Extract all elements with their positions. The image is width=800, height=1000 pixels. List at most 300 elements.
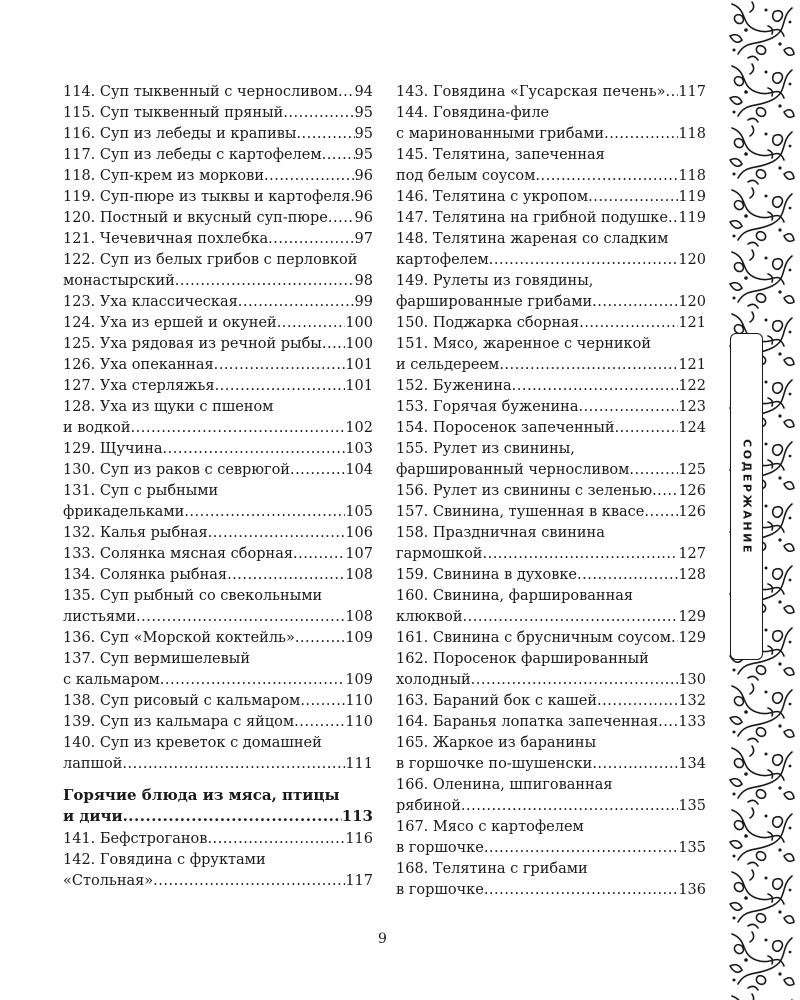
toc-entry-line (396, 838, 706, 859)
toc-entry[interactable] (63, 565, 373, 586)
toc-entry[interactable] (396, 859, 706, 901)
toc-dot-leader (579, 313, 678, 334)
toc-entry-title: и сельдереем (396, 357, 500, 373)
toc-entry-title: 145. Телятина, запеченная (396, 147, 605, 163)
toc-page-number: 96 (354, 168, 373, 184)
toc-column-left (63, 82, 373, 892)
toc-page-number: 99 (354, 294, 373, 310)
toc-dot-leader (208, 523, 346, 544)
toc-dot-leader (461, 796, 678, 817)
toc-dot-leader (577, 565, 678, 586)
toc-dot-leader (652, 481, 678, 502)
toc-entry-title: 168. Телятина с грибами (396, 861, 588, 877)
toc-entry-title: 135. Суп рыбный со свекольными (63, 588, 323, 604)
toc-entry[interactable] (63, 376, 373, 397)
toc-dot-leader (136, 607, 345, 628)
toc-entry-line (63, 397, 373, 418)
toc-entry-line (63, 292, 373, 313)
toc-dot-leader (668, 208, 678, 229)
toc-entry-title: 124. Уха из ершей и окуней (63, 315, 277, 331)
toc-entry-line (396, 523, 706, 544)
toc-dot-leader (122, 754, 345, 775)
toc-dot-leader (512, 376, 679, 397)
toc-entry-title: 118. Суп-крем из моркови (63, 168, 264, 184)
toc-entry-line (63, 334, 373, 355)
toc-entry[interactable] (396, 418, 706, 439)
toc-entry[interactable] (63, 523, 373, 544)
toc-entry[interactable] (396, 649, 706, 691)
toc-entry-line (396, 292, 706, 313)
toc-dot-leader (484, 880, 678, 901)
toc-entry-title: 166. Оленина, шпигованная (396, 777, 613, 793)
toc-entry-title: 147. Телятина на грибной подушке (396, 210, 668, 226)
toc-entry-line (63, 628, 373, 649)
toc-dot-leader (322, 334, 345, 355)
toc-entry[interactable] (396, 334, 706, 376)
toc-entry-title: 130. Суп из раков с севрюгой (63, 462, 290, 478)
toc-dot-leader (131, 418, 346, 439)
toc-entry-line (63, 712, 373, 733)
toc-entry-line (396, 565, 706, 586)
toc-entry-title: 125. Уха рядовая из речной рыбы (63, 336, 322, 352)
toc-dot-leader (290, 460, 345, 481)
toc-entry[interactable] (396, 145, 706, 187)
toc-entry[interactable] (396, 523, 706, 565)
toc-entry-line (396, 124, 706, 145)
toc-entry[interactable] (63, 313, 373, 334)
toc-page-number: 96 (354, 210, 373, 226)
toc-entry[interactable] (396, 733, 706, 775)
toc-entry[interactable] (63, 397, 373, 439)
toc-entry-line (63, 271, 373, 292)
toc-entry[interactable] (63, 292, 373, 313)
toc-entry-title: листьями (63, 609, 137, 625)
toc-dot-leader (604, 124, 678, 145)
toc-entry-line (63, 460, 373, 481)
toc-entry[interactable] (396, 712, 706, 733)
toc-page-number: 120 (678, 294, 706, 310)
toc-entry-line (63, 850, 373, 871)
toc-page-number: 103 (345, 441, 373, 457)
toc-entry-title: гармошкой (396, 546, 483, 562)
toc-entry-title: монастырский (63, 273, 175, 289)
toc-entry-line (396, 775, 706, 796)
toc-page-number: 129 (678, 630, 706, 646)
toc-entry[interactable] (396, 271, 706, 313)
toc-entry-title: 154. Поросенок запеченный (396, 420, 615, 436)
toc-entry-title: 142. Говядина с фруктами (63, 852, 266, 868)
toc-entry-line (63, 250, 373, 271)
toc-entry[interactable] (63, 334, 373, 355)
toc-entry-line (396, 691, 706, 712)
toc-entry-title: 136. Суп «Морской коктейль» (63, 630, 295, 646)
toc-dot-leader (163, 439, 346, 460)
toc-entry-line (63, 103, 373, 124)
toc-entry-title: 141. Бефстроганов (63, 831, 208, 847)
toc-entry-line (396, 397, 706, 418)
toc-entry-title: 157. Свинина, тушенная в квасе (396, 504, 645, 520)
toc-entry[interactable] (396, 229, 706, 271)
toc-entry-title: 149. Рулеты из говядины, (396, 273, 594, 289)
toc-dot-leader (207, 829, 345, 850)
page-number: 9 (378, 931, 387, 947)
toc-page-number: 126 (678, 504, 706, 520)
toc-entry-title: 152. Буженина (396, 378, 512, 394)
toc-entry-line (396, 880, 706, 901)
toc-page-number: 108 (345, 609, 373, 625)
toc-entry[interactable] (63, 439, 373, 460)
toc-dot-leader (214, 355, 346, 376)
toc-entry-line (396, 796, 706, 817)
toc-entry-title: и водкой (63, 420, 131, 436)
toc-entry-title: 151. Мясо, жаренное с черникой (396, 336, 652, 352)
toc-section-heading[interactable] (63, 785, 373, 827)
toc-dot-leader (296, 124, 354, 145)
toc-entry-title: в горшочке (396, 840, 484, 856)
toc-entry-title: фрикадельками (63, 504, 185, 520)
toc-page-number: 95 (354, 105, 373, 121)
toc-entry-title: 133. Солянка мясная сборная (63, 546, 293, 562)
toc-entry[interactable] (396, 565, 706, 586)
toc-entry[interactable] (396, 439, 706, 481)
toc-page-number: 130 (678, 672, 706, 688)
toc-dot-leader (484, 838, 678, 859)
toc-entry-line (396, 544, 706, 565)
toc-entry-title: 121. Чечевичная похлебка (63, 231, 269, 247)
toc-dot-leader (215, 376, 346, 397)
toc-entry[interactable] (63, 733, 373, 775)
toc-page-number: 108 (345, 567, 373, 583)
toc-entry[interactable] (396, 103, 706, 145)
toc-dot-leader (322, 145, 355, 166)
toc-entry-line (396, 817, 706, 838)
toc-entry-line (63, 208, 373, 229)
toc-page-number: 101 (345, 357, 373, 373)
toc-entry-line (396, 712, 706, 733)
toc-entry-title: 164. Баранья лопатка запеченная (396, 714, 659, 730)
toc-entry-line (63, 124, 373, 145)
toc-page-number: 121 (678, 315, 706, 331)
toc-page-number: 119 (678, 189, 706, 205)
toc-dot-leader (227, 565, 345, 586)
toc-entry-title: 117. Суп из лебеды с картофелем (63, 147, 322, 163)
toc-entry[interactable] (63, 229, 373, 250)
toc-entry[interactable] (396, 691, 706, 712)
toc-entry-line (396, 502, 706, 523)
toc-entry[interactable] (63, 544, 373, 565)
toc-entry[interactable] (63, 628, 373, 649)
toc-entry-title: 128. Уха из щуки с пшеном (63, 399, 274, 415)
toc-dot-leader (160, 670, 346, 691)
toc-entry[interactable] (396, 775, 706, 817)
toc-entry-line (396, 271, 706, 292)
toc-dot-leader (499, 355, 678, 376)
section-tab (730, 333, 763, 660)
toc-page-number: 105 (345, 504, 373, 520)
toc-page-number: 109 (345, 672, 373, 688)
toc-entry-line (396, 187, 706, 208)
toc-entry-line (63, 187, 373, 208)
toc-dot-leader (482, 544, 678, 565)
toc-entry[interactable] (396, 481, 706, 502)
toc-dot-leader (184, 502, 345, 523)
toc-entry-line (396, 334, 706, 355)
toc-entry-line (63, 313, 373, 334)
toc-entry[interactable] (396, 397, 706, 418)
toc-entry[interactable] (396, 313, 706, 334)
toc-entry-title: лапшой (63, 756, 123, 772)
toc-entry-line (396, 439, 706, 460)
toc-entry-line (396, 481, 706, 502)
toc-entry-line (396, 649, 706, 670)
toc-page-number: 109 (345, 630, 373, 646)
toc-entry-line (396, 250, 706, 271)
toc-entry-title: 161. Свинина с брусничным соусом (396, 630, 671, 646)
toc-entry-line (63, 754, 373, 775)
toc-entry[interactable] (63, 103, 373, 124)
toc-page-number: 100 (345, 315, 373, 331)
toc-entry[interactable] (63, 850, 373, 892)
toc-entry-title: 150. Поджарка сборная (396, 315, 580, 331)
toc-entry-title: 134. Солянка рыбная (63, 567, 228, 583)
toc-entry-title: 115. Суп тыквенный пряный (63, 105, 284, 121)
toc-entry-title: 132. Калья рыбная (63, 525, 208, 541)
toc-entry-title: 163. Бараний бок с кашей (396, 693, 598, 709)
toc-entry-line (63, 355, 373, 376)
toc-entry-line (396, 607, 706, 628)
toc-entry-title: 127. Уха стерляжья (63, 378, 215, 394)
toc-dot-leader (471, 670, 679, 691)
toc-page-number: 94 (354, 84, 373, 100)
toc-entry[interactable] (396, 586, 706, 628)
toc-page-number: 127 (678, 546, 706, 562)
toc-entry-title: фаршированный черносливом (396, 462, 630, 478)
toc-entry-title: 162. Поросенок фаршированный (396, 651, 649, 667)
toc-entry[interactable] (63, 250, 373, 292)
toc-page-number: 106 (345, 525, 373, 541)
toc-entry[interactable] (63, 691, 373, 712)
toc-entry[interactable] (396, 208, 706, 229)
toc-page-number: 110 (345, 714, 373, 730)
toc-entry[interactable] (63, 166, 373, 187)
toc-page-number: 113 (341, 807, 373, 825)
toc-entry-line (396, 859, 706, 880)
toc-entry-title: 140. Суп из креветок с домашней (63, 735, 322, 751)
toc-entry-title: холодный (396, 672, 471, 688)
toc-dot-leader (615, 418, 679, 439)
toc-page-number: 134 (678, 756, 706, 772)
toc-dot-leader (578, 397, 678, 418)
toc-dot-leader (671, 628, 678, 649)
toc-dot-leader (489, 250, 679, 271)
toc-entry[interactable] (63, 586, 373, 628)
toc-entry[interactable] (63, 208, 373, 229)
toc-entry-line (63, 523, 373, 544)
toc-page-number: 118 (678, 126, 706, 142)
toc-page-number: 126 (678, 483, 706, 499)
toc-dot-leader (588, 187, 678, 208)
toc-entry-line (63, 439, 373, 460)
toc-entry-title: 165. Жаркое из баранины (396, 735, 597, 751)
toc-dot-leader (268, 229, 354, 250)
toc-dot-leader (293, 544, 345, 565)
toc-entry-line (396, 628, 706, 649)
toc-entry-line (63, 733, 373, 754)
toc-page-number: 128 (678, 567, 706, 583)
toc-dot-leader (123, 806, 342, 827)
toc-dot-leader (463, 607, 679, 628)
toc-entry[interactable] (396, 376, 706, 397)
toc-entry-title: Горячие блюда из мяса, птицы (63, 786, 340, 804)
toc-dot-leader (153, 871, 345, 892)
toc-entry[interactable] (63, 481, 373, 523)
toc-entry-line (396, 103, 706, 124)
toc-entry[interactable] (63, 712, 373, 733)
toc-page-number: 95 (354, 126, 373, 142)
toc-entry-title: 146. Телятина с укропом (396, 189, 589, 205)
toc-entry-title: картофелем (396, 252, 489, 268)
toc-entry-line (396, 670, 706, 691)
toc-entry-line (396, 208, 706, 229)
toc-entry[interactable] (63, 82, 373, 103)
toc-dot-leader (666, 82, 679, 103)
toc-column-right (396, 82, 706, 901)
toc-entry-title: в горшочке (396, 882, 484, 898)
toc-page-number: 96 (354, 189, 373, 205)
toc-dot-leader (535, 166, 678, 187)
toc-entry-title: 114. Суп тыквенный с черносливом (63, 84, 339, 100)
toc-entry-line (396, 355, 706, 376)
toc-page-number: 110 (345, 693, 373, 709)
toc-entry-line (396, 418, 706, 439)
toc-dot-leader (283, 103, 354, 124)
toc-entry[interactable] (396, 817, 706, 859)
toc-entry[interactable] (396, 628, 706, 649)
toc-entry-title: 131. Суп с рыбными (63, 483, 219, 499)
toc-entry-title: 160. Свинина, фаршированная (396, 588, 634, 604)
toc-dot-leader (300, 691, 345, 712)
toc-entry-line (63, 376, 373, 397)
toc-entry-line (63, 586, 373, 607)
toc-entry-title: фаршированные грибами (396, 294, 593, 310)
toc-entry-line (63, 785, 373, 806)
toc-entry-line (63, 806, 373, 827)
toc-entry-title: 129. Щучина (63, 441, 163, 457)
toc-entry-title: 116. Суп из лебеды и крапивы (63, 126, 297, 142)
toc-dot-leader (338, 82, 355, 103)
toc-entry-title: 159. Свинина в духовке (396, 567, 578, 583)
toc-entry-title: 123. Уха классическая (63, 294, 238, 310)
toc-entry-title: 167. Мясо с картофелем (396, 819, 584, 835)
toc-entry[interactable] (63, 649, 373, 691)
toc-page-number: 95 (354, 147, 373, 163)
toc-entry-title: рябиной (396, 798, 461, 814)
toc-page-number: 122 (678, 378, 706, 394)
toc-page-number: 100 (345, 336, 373, 352)
toc-entry-title: под белым соусом (396, 168, 536, 184)
toc-entry-title: 139. Суп из кальмара с яйцом (63, 714, 295, 730)
toc-entry-title: 120. Постный и вкусный суп-пюре (63, 210, 328, 226)
toc-entry-line (63, 229, 373, 250)
section-tab-label: СОДЕРЖАНИЕ (740, 438, 753, 555)
toc-page-number: 120 (678, 252, 706, 268)
toc-entry-title: 155. Рулет из свинины, (396, 441, 575, 457)
toc-entry-title: 153. Горячая буженина (396, 399, 579, 415)
toc-page-number: 133 (678, 714, 706, 730)
toc-entry[interactable] (63, 460, 373, 481)
toc-entry-line (63, 607, 373, 628)
toc-page-number: 98 (354, 273, 373, 289)
toc-dot-leader (597, 691, 678, 712)
toc-entry[interactable] (63, 124, 373, 145)
toc-entry-title: 138. Суп рисовый с кальмаром (63, 693, 301, 709)
toc-entry[interactable] (63, 829, 373, 850)
toc-entry-line (63, 829, 373, 850)
toc-page-number: 132 (678, 693, 706, 709)
toc-page-number: 124 (678, 420, 706, 436)
toc-dot-leader (592, 754, 678, 775)
toc-page-number: 101 (345, 378, 373, 394)
toc-page-number: 102 (345, 420, 373, 436)
toc-page-number: 135 (678, 798, 706, 814)
toc-entry-line (63, 166, 373, 187)
toc-entry-title: 137. Суп вермишелевый (63, 651, 250, 667)
toc-entry-line (396, 145, 706, 166)
toc-entry-title: клюквой (396, 609, 463, 625)
toc-entry-title: с кальмаром (63, 672, 160, 688)
toc-dot-leader (238, 292, 355, 313)
toc-entry-line (63, 481, 373, 502)
toc-entry-title: 143. Говядина «Гусарская печень» (396, 84, 666, 100)
toc-entry-line (396, 586, 706, 607)
toc-entry-line (396, 376, 706, 397)
toc-entry-title: и дичи (63, 807, 123, 825)
toc-dot-leader (277, 313, 346, 334)
toc-entry-title: 148. Телятина жареная со сладким (396, 231, 669, 247)
toc-entry-line (396, 460, 706, 481)
toc-entry-line (63, 145, 373, 166)
toc-entry-line (63, 871, 373, 892)
toc-entry-title: 126. Уха опеканная (63, 357, 214, 373)
toc-entry[interactable] (396, 187, 706, 208)
toc-dot-leader (592, 292, 678, 313)
toc-entry[interactable] (396, 502, 706, 523)
toc-entry-line (63, 670, 373, 691)
toc-entry-title: 156. Рулет из свинины с зеленью (396, 483, 653, 499)
toc-dot-leader (328, 208, 355, 229)
toc-page-number: 119 (678, 210, 706, 226)
toc-dot-leader (644, 502, 678, 523)
toc-entry-line (63, 544, 373, 565)
toc-dot-leader (629, 460, 678, 481)
toc-entry[interactable] (63, 145, 373, 166)
toc-page-number: 117 (678, 84, 706, 100)
toc-page-number: 125 (678, 462, 706, 478)
toc-page-number: 111 (345, 756, 373, 772)
toc-page-number: 121 (678, 357, 706, 373)
toc-entry[interactable] (63, 355, 373, 376)
toc-entry-line (63, 649, 373, 670)
toc-entry-title: 122. Суп из белых грибов с перловкой (63, 252, 358, 268)
toc-entry[interactable] (63, 187, 373, 208)
toc-entry[interactable] (396, 82, 706, 103)
toc-entry-title: 119. Суп-пюре из тыквы и картофеля (63, 189, 351, 205)
toc-dot-leader (264, 166, 355, 187)
toc-page-number: 117 (345, 873, 373, 889)
toc-dot-leader (294, 712, 345, 733)
toc-entry-line (63, 502, 373, 523)
toc-entry-line (396, 166, 706, 187)
